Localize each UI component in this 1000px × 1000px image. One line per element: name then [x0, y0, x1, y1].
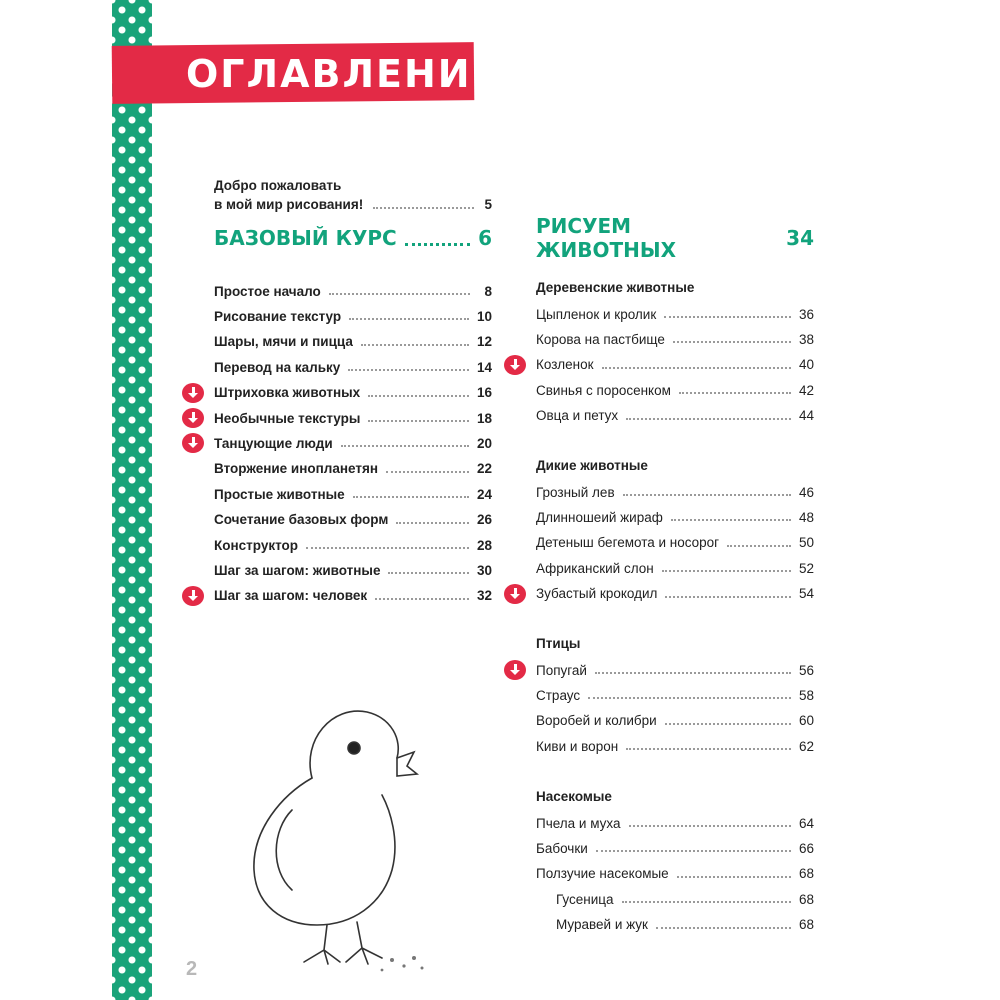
- entry-page: 10: [476, 308, 492, 324]
- entry-page: 64: [798, 815, 814, 831]
- leader-dots: [677, 876, 791, 878]
- leader-dots: [602, 367, 791, 369]
- entry-page: 16: [476, 385, 492, 401]
- leader-dots: [348, 369, 469, 371]
- entry-label: Бабочки: [536, 840, 588, 856]
- toc-entry[interactable]: [536, 812, 814, 834]
- welcome-line2: в мой мир рисования!: [214, 197, 364, 212]
- entry-page: 68: [798, 866, 814, 882]
- entry-page: 52: [798, 560, 814, 576]
- toc-entry[interactable]: [536, 303, 814, 325]
- entry-label: Гусеница: [556, 891, 614, 907]
- toc-entry[interactable]: [536, 557, 814, 579]
- toc-entry[interactable]: [214, 280, 492, 302]
- entry-label: Необычные текстуры: [214, 410, 361, 426]
- leader-dots: [629, 825, 791, 827]
- toc-entry[interactable]: [536, 481, 814, 503]
- toc-entry[interactable]: [536, 710, 814, 732]
- entry-label: Ползучие насекомые: [536, 866, 669, 882]
- leader-dots: [329, 293, 470, 295]
- entry-page: 40: [798, 357, 814, 373]
- entry-page: 8: [484, 283, 492, 299]
- entry-label: Киви и ворон: [536, 738, 619, 754]
- section-title: БАЗОВЫЙ КУРС: [214, 226, 397, 250]
- leader-dots: [386, 471, 469, 473]
- arrow-down-icon: [504, 584, 526, 604]
- leader-dots: [665, 723, 791, 725]
- welcome-line1: Добро пожаловать: [214, 178, 342, 193]
- entry-label: Рисование текстур: [214, 308, 342, 324]
- entry-page: 56: [798, 662, 814, 678]
- leader-dots: [341, 445, 469, 447]
- entry-label: Конструктор: [214, 537, 299, 553]
- entry-label: Перевод на кальку: [214, 359, 341, 375]
- toc-entry[interactable]: [536, 506, 814, 528]
- leader-dots: [353, 496, 469, 498]
- leader-dots: [673, 341, 791, 343]
- leader-dots: [361, 344, 469, 346]
- leader-dots: [622, 901, 791, 903]
- entry-page: 12: [476, 334, 492, 350]
- section-page: 6: [478, 226, 492, 250]
- entry-page: 18: [476, 410, 492, 426]
- entry-label: Пчела и муха: [536, 815, 621, 831]
- leader-dots: [671, 519, 791, 521]
- entry-label: Длинношеий жираф: [536, 509, 663, 525]
- toc-entry[interactable]: [556, 888, 814, 910]
- toc-entry[interactable]: [536, 532, 814, 554]
- toc-entry[interactable]: [536, 684, 814, 706]
- entry-label: Шары, мячи и пицца: [214, 334, 353, 350]
- entry-label: Простые животные: [214, 486, 345, 502]
- entry-label: Цыпленок и кролик: [536, 306, 657, 322]
- group-heading: Дикие животные: [536, 458, 648, 473]
- toc-entry[interactable]: [536, 405, 814, 427]
- leader-dots: [349, 318, 469, 320]
- arrow-down-icon: [504, 355, 526, 375]
- entry-label: Вторжение инопланетян: [214, 461, 378, 477]
- entry-page: 44: [798, 408, 814, 424]
- toc-entry[interactable]: [536, 354, 814, 376]
- toc-entry[interactable]: [536, 583, 814, 605]
- section-page: 34: [786, 226, 814, 250]
- entry-page: 62: [798, 738, 814, 754]
- toc-entry[interactable]: [214, 432, 492, 454]
- leader-dots: [656, 927, 791, 929]
- section-drawing-animals[interactable]: [536, 214, 814, 262]
- group-heading: Насекомые: [536, 789, 612, 804]
- leader-dots: [373, 207, 474, 209]
- leader-dots: [679, 392, 791, 394]
- leader-dots: [626, 748, 791, 750]
- toc-entry[interactable]: [214, 534, 492, 556]
- entry-label: Страус: [536, 687, 581, 703]
- entry-label: Шаг за шагом: человек: [214, 588, 368, 604]
- entry-page: 60: [798, 713, 814, 729]
- leader-dots: [626, 418, 791, 420]
- entry-page: 46: [798, 484, 814, 500]
- section-title: РИСУЕМ ЖИВОТНЫХ: [536, 214, 676, 262]
- chick-sketch: [232, 700, 442, 980]
- toc-entry[interactable]: [214, 305, 492, 327]
- toc-entry[interactable]: [536, 863, 814, 885]
- leader-dots: [595, 672, 791, 674]
- section-basic-course[interactable]: [214, 224, 492, 252]
- entry-page: 14: [476, 359, 492, 375]
- leader-dots: [662, 570, 791, 572]
- group-heading: Птицы: [536, 636, 581, 651]
- entry-page: 30: [476, 562, 492, 578]
- toc-entry[interactable]: [214, 331, 492, 353]
- arrow-down-icon: [504, 660, 526, 680]
- leader-dots: [388, 572, 469, 574]
- entry-label: Муравей и жук: [556, 917, 648, 933]
- page-title: ОГЛАВЛЕНИЕ: [186, 52, 500, 96]
- entry-label: Воробей и колибри: [536, 713, 657, 729]
- entry-page: 68: [798, 891, 814, 907]
- leader-dots: [405, 243, 470, 246]
- entry-page: 26: [476, 512, 492, 528]
- leader-dots: [375, 598, 469, 600]
- toc-entry[interactable]: [214, 483, 492, 505]
- leader-dots: [727, 545, 791, 547]
- toc-entry[interactable]: [214, 559, 492, 581]
- toc-entry[interactable]: [214, 382, 492, 404]
- arrow-down-icon: [182, 433, 204, 453]
- entry-page: 48: [798, 509, 814, 525]
- leader-dots: [396, 522, 469, 524]
- entry-label: Попугай: [536, 662, 587, 678]
- entry-page: 38: [798, 331, 814, 347]
- entry-label: Штриховка животных: [214, 385, 361, 401]
- leader-dots: [588, 697, 791, 699]
- entry-page: 42: [798, 382, 814, 398]
- entry-page: 24: [476, 486, 492, 502]
- arrow-down-icon: [182, 586, 204, 606]
- entry-label: Зубастый крокодил: [536, 586, 658, 602]
- page-number: 2: [186, 958, 198, 980]
- entry-label: Сочетание базовых форм: [214, 512, 389, 528]
- entry-page: 54: [798, 586, 814, 602]
- entry-page: 36: [798, 306, 814, 322]
- toc-entry[interactable]: [214, 356, 492, 378]
- entry-page: 28: [476, 537, 492, 553]
- welcome-page: 5: [484, 197, 492, 212]
- toc-entry[interactable]: [556, 914, 814, 936]
- entry-label: Танцующие люди: [214, 435, 333, 451]
- toc-entry[interactable]: [536, 328, 814, 350]
- arrow-down-icon: [182, 383, 204, 403]
- entry-label: Детеныш бегемота и носорог: [536, 535, 720, 551]
- leader-dots: [368, 395, 469, 397]
- toc-entry[interactable]: [536, 735, 814, 757]
- toc-entry[interactable]: [214, 407, 492, 429]
- leader-dots: [596, 850, 791, 852]
- entry-label: Овца и петух: [536, 408, 619, 424]
- welcome-entry[interactable]: [214, 176, 492, 214]
- toc-entry[interactable]: [536, 659, 814, 681]
- leader-dots: [664, 316, 791, 318]
- entry-page: 32: [476, 588, 492, 604]
- entry-label: Шаг за шагом: животные: [214, 562, 381, 578]
- entry-label: Простое начало: [214, 283, 321, 299]
- polka-dot-stripe: [112, 0, 152, 1000]
- toc-entry[interactable]: [536, 837, 814, 859]
- entry-page: 68: [798, 917, 814, 933]
- entry-page: 66: [798, 840, 814, 856]
- toc-entry[interactable]: [214, 585, 492, 607]
- entry-label: Свинья с поросенком: [536, 382, 671, 398]
- entry-label: Африканский слон: [536, 560, 654, 576]
- toc-entry[interactable]: [536, 379, 814, 401]
- leader-dots: [665, 596, 791, 598]
- leader-dots: [306, 547, 469, 549]
- entry-page: 22: [476, 461, 492, 477]
- entry-label: Козленок: [536, 357, 594, 373]
- leader-dots: [623, 494, 791, 496]
- toc-entry[interactable]: [214, 458, 492, 480]
- entry-label: Грозный лев: [536, 484, 615, 500]
- entry-label: Корова на пастбище: [536, 331, 665, 347]
- entry-page: 20: [476, 435, 492, 451]
- toc-entry[interactable]: [214, 509, 492, 531]
- entry-page: 50: [798, 535, 814, 551]
- entry-page: 58: [798, 687, 814, 703]
- group-heading: Деревенские животные: [536, 280, 695, 295]
- leader-dots: [368, 420, 469, 422]
- arrow-down-icon: [182, 408, 204, 428]
